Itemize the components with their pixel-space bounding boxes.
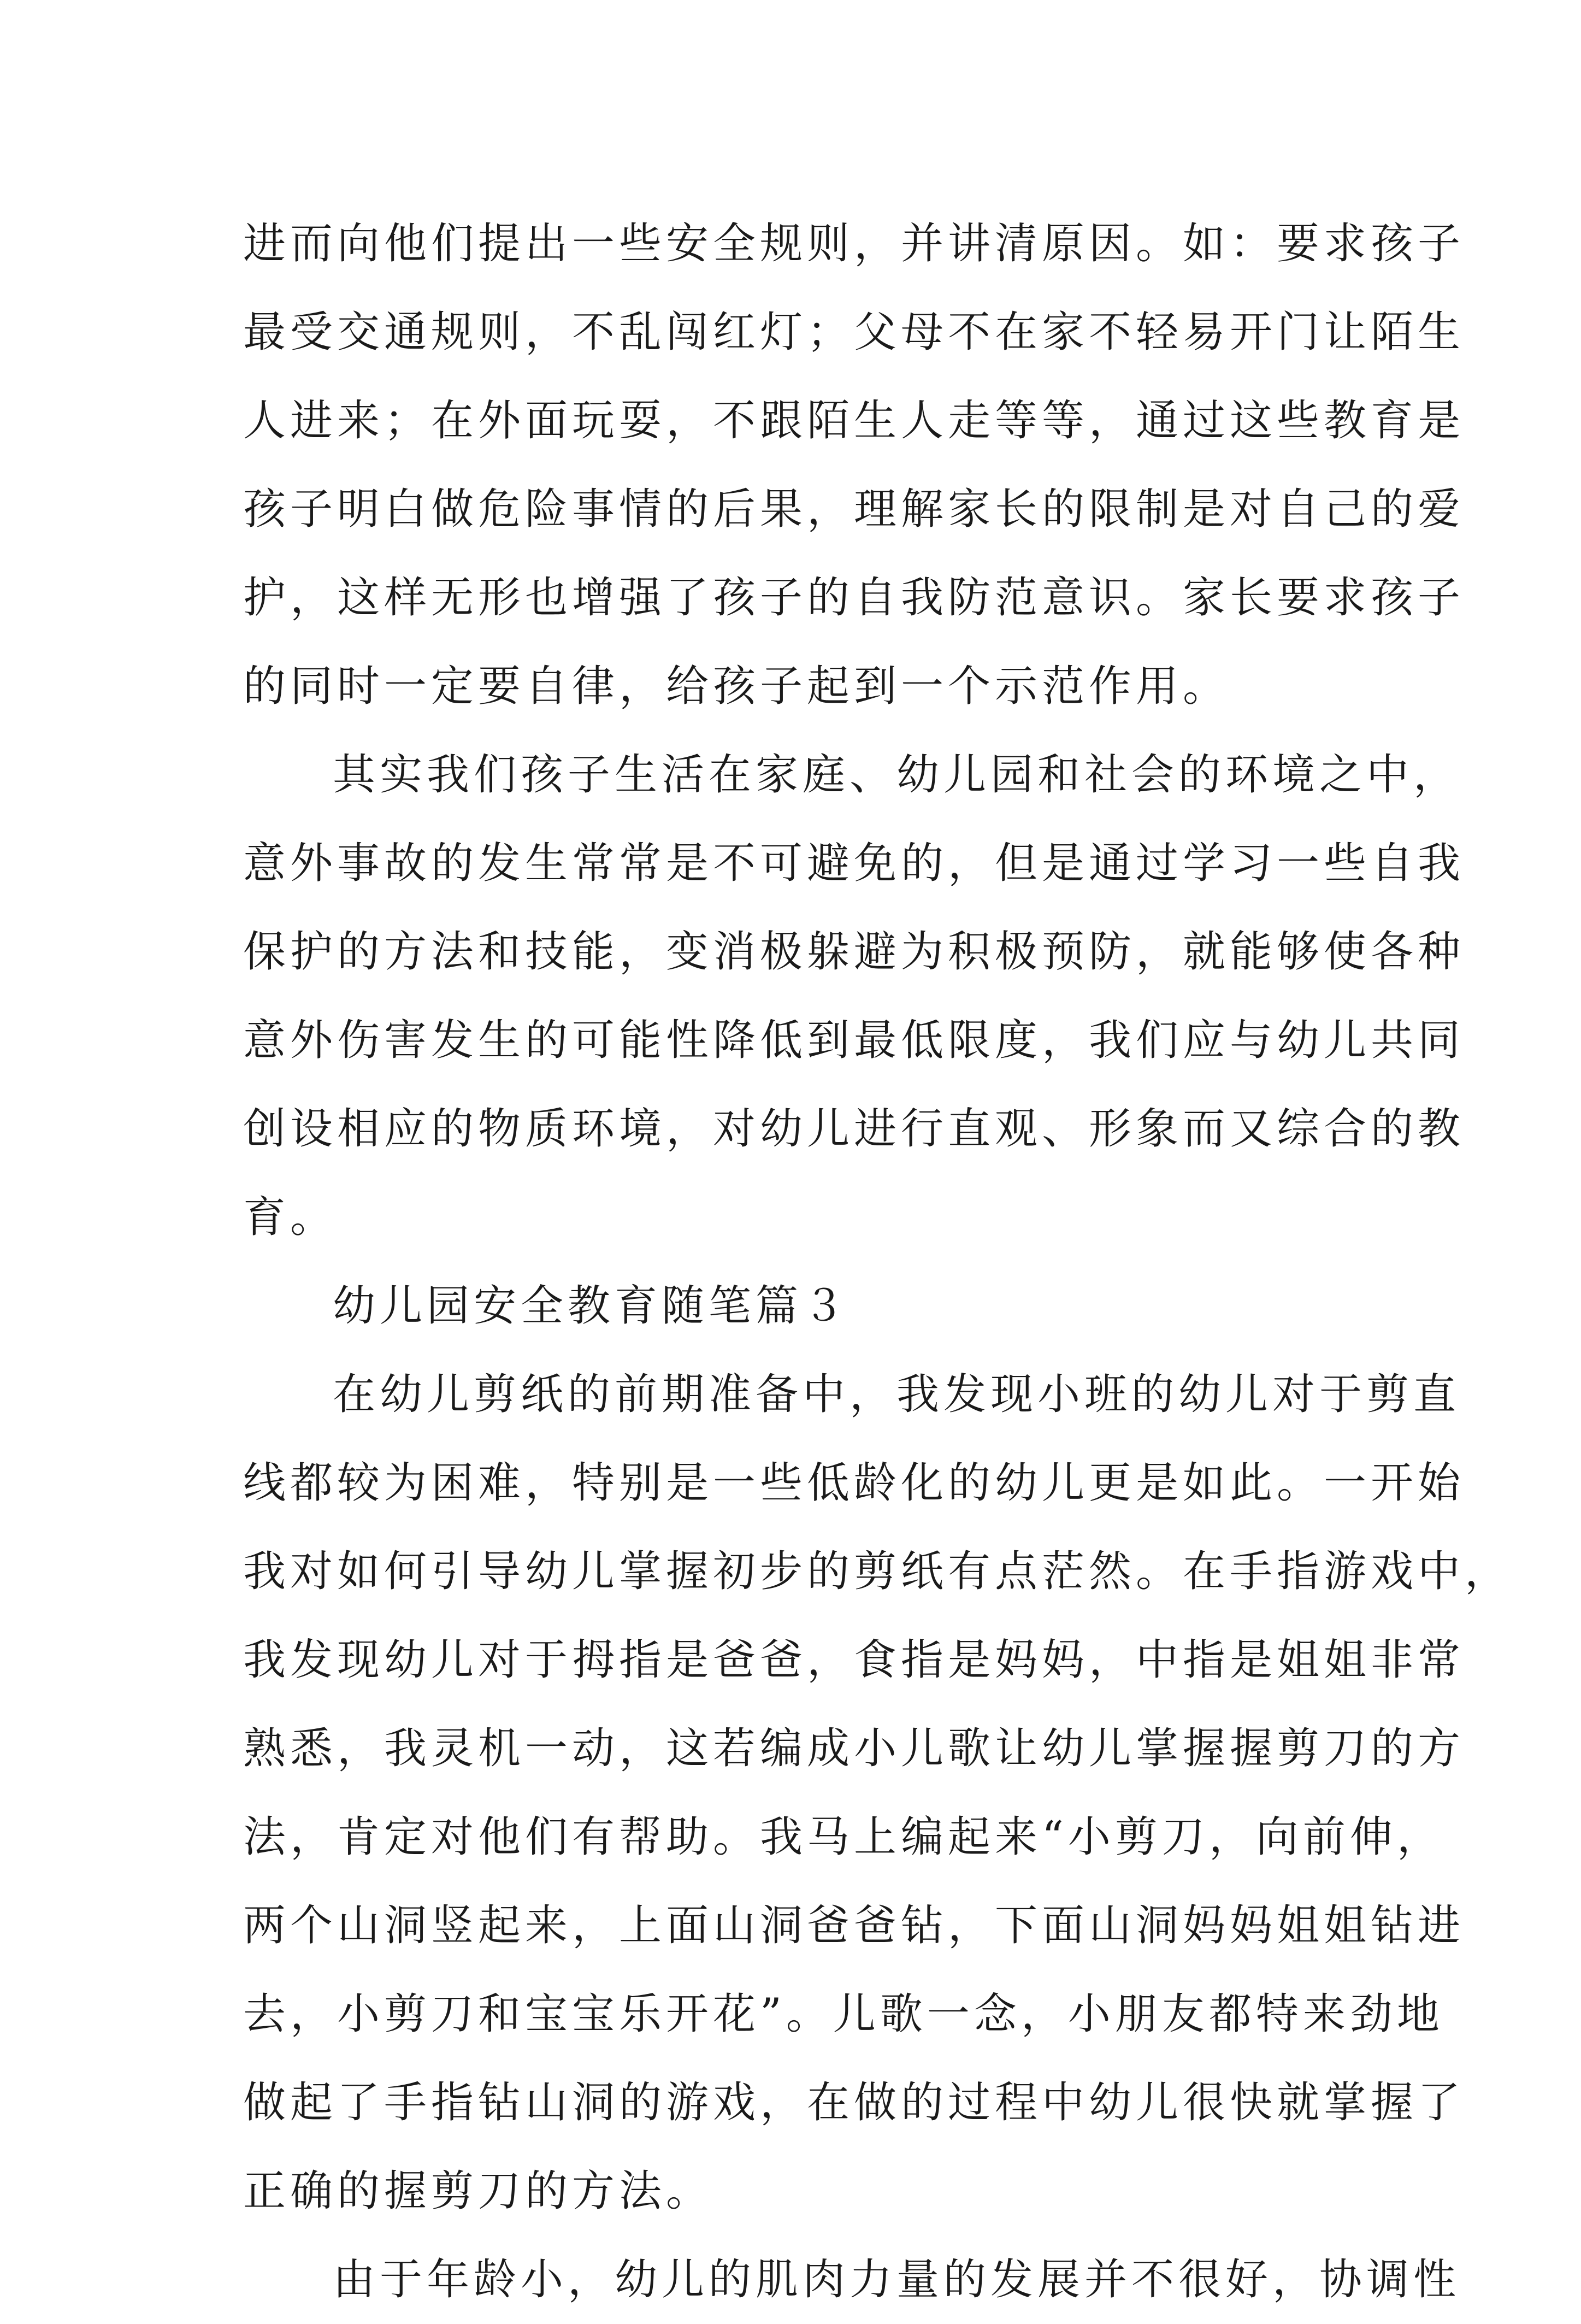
text-line: 在幼儿剪纸的前期准备中，我发现小班的幼儿对于剪直 [333, 1370, 1461, 1419]
paragraph-2 [243, 731, 1465, 1262]
text-line: 的同时一定要自律，给孩子起到一个示范作用。 [243, 662, 1230, 711]
text-line: 正确的握剪刀的方法。 [243, 2167, 713, 2216]
body-text [243, 199, 1512, 2324]
text-line: 护，这样无形也增强了孩子的自我防范意识。家长要求孩子 [243, 573, 1465, 622]
text-line: 其实我们孩子生活在家庭、幼儿园和社会的环境之中， [333, 750, 1461, 799]
text-line: 熟悉，我灵机一动，这若编成小儿歌让幼儿掌握握剪刀的方 [243, 1724, 1465, 1773]
text-line: 进而向他们提出一些安全规则，并讲清原因。如：要求孩子 [243, 219, 1465, 268]
paragraph-1 [243, 199, 1465, 731]
text-line: 保护的方法和技能，变消极躲避为积极预防，就能够使各种 [243, 927, 1465, 976]
text-line: 去，小剪刀和宝宝乐开花”。儿歌一念，小朋友都特来劲地 [243, 1990, 1444, 2039]
text-line: 创设相应的物质环境，对幼儿进行直观、形象而又综合的教 [243, 1104, 1465, 1154]
paragraph-4 [243, 2235, 1461, 2324]
text-line: 我发现幼儿对于拇指是爸爸，食指是妈妈，中指是姐姐非常 [243, 1635, 1465, 1685]
section-heading [243, 1262, 1341, 1350]
heading-text: 幼儿园安全教育随笔篇３ [333, 1281, 850, 1331]
text-line: 最受交通规则，不乱闯红灯；父母不在家不轻易开门让陌生 [243, 308, 1465, 357]
paragraph-3 [243, 1350, 1512, 2235]
text-line: 两个山洞竖起来，上面山洞爸爸钻，下面山洞妈妈姐姐钻进 [243, 1901, 1465, 1950]
text-line: 做起了手指钻山洞的游戏，在做的过程中幼儿很快就掌握了 [243, 2078, 1465, 2127]
text-line: 孩子明白做危险事情的后果，理解家长的限制是对自己的爱 [243, 485, 1465, 534]
text-line: 意外伤害发生的可能性降低到最低限度，我们应与幼儿共同 [243, 1016, 1465, 1065]
text-line: 意外事故的发生常常是不可避免的，但是通过学习一些自我 [243, 839, 1465, 888]
text-line: 育。 [243, 1193, 338, 1242]
text-line: 法，肯定对他们有帮助。我马上编起来“小剪刀，向前伸， [243, 1813, 1444, 1862]
text-line: 我对如何引导幼儿掌握初步的剪纸有点茫然。在手指游戏中， [243, 1547, 1512, 1596]
text-line: 人进来；在外面玩耍，不跟陌生人走等等，通过这些教育是 [243, 396, 1465, 445]
text-line: 由于年龄小，幼儿的肌肉力量的发展并不很好，协调性 [333, 2255, 1461, 2304]
text-line: 线都较为困难，特别是一些低龄化的幼儿更是如此。一开始 [243, 1458, 1465, 1508]
